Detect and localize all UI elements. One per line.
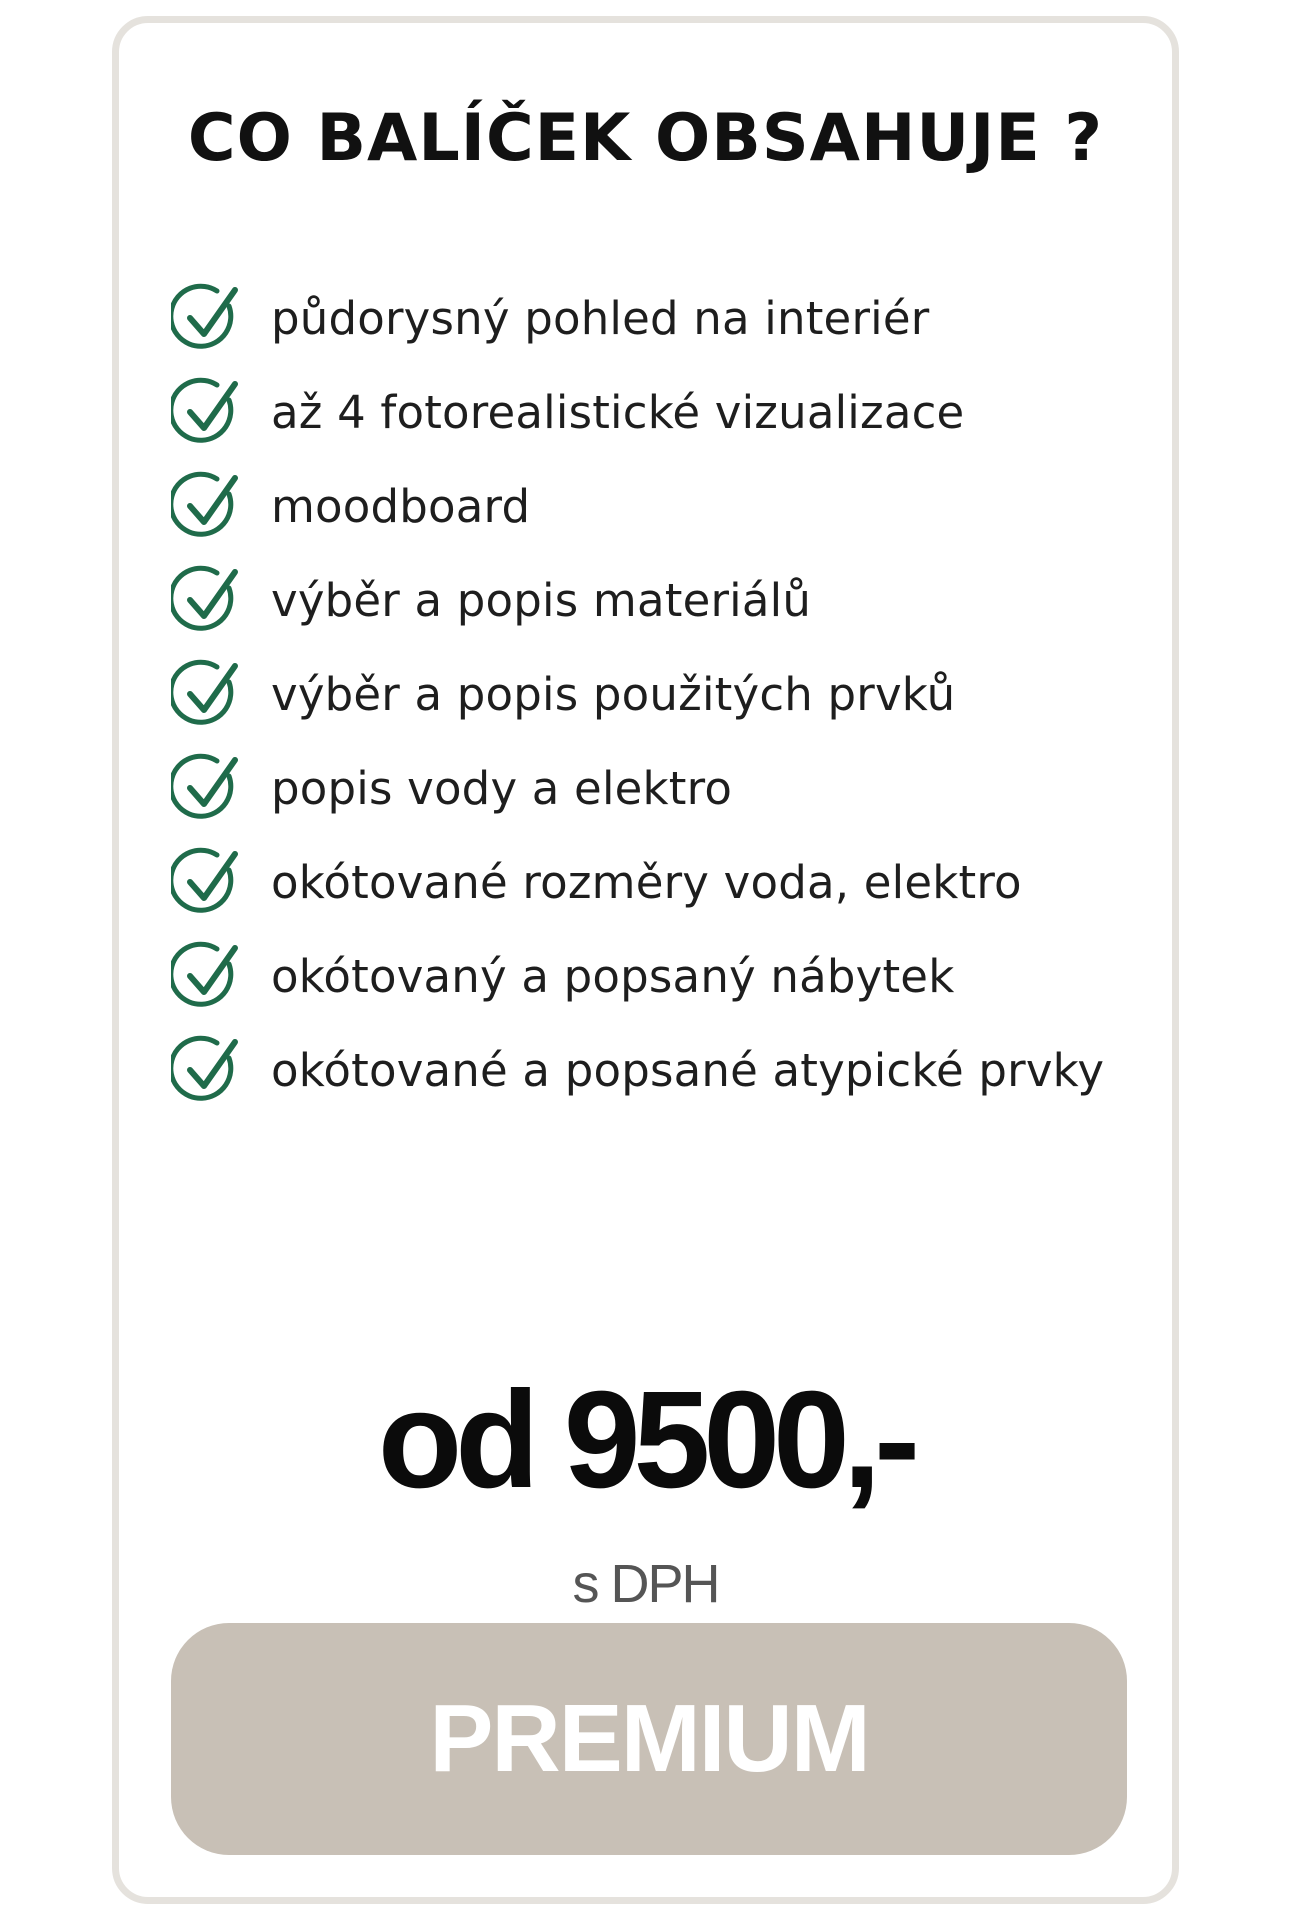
feature-label: okótované rozměry voda, elektro <box>271 855 1022 909</box>
feature-item <box>171 553 1104 647</box>
check-icon <box>171 376 243 448</box>
price: od 9500,- <box>377 1363 914 1517</box>
vat-note: s DPH <box>572 1554 719 1614</box>
feature-item <box>171 741 1104 835</box>
check-icon <box>171 658 243 730</box>
feature-item <box>171 647 1104 741</box>
check-icon <box>171 752 243 824</box>
feature-label: popis vody a elektro <box>271 761 733 815</box>
check-icon <box>171 1034 243 1106</box>
feature-label: půdorysný pohled na interiér <box>271 291 930 345</box>
feature-item <box>171 271 1104 365</box>
feature-label: výběr a popis použitých prvků <box>271 667 956 721</box>
feature-item <box>171 459 1104 553</box>
feature-item <box>171 835 1104 929</box>
feature-label: okótovaný a popsaný nábytek <box>271 949 955 1003</box>
pricing-card <box>112 16 1179 1904</box>
check-icon <box>171 282 243 354</box>
feature-item <box>171 365 1104 459</box>
feature-label: moodboard <box>271 479 531 533</box>
feature-label: až 4 fotorealistické vizualizace <box>271 385 965 439</box>
feature-item <box>171 1023 1104 1117</box>
check-icon <box>171 470 243 542</box>
check-icon <box>171 940 243 1012</box>
check-icon <box>171 846 243 918</box>
feature-label: okótované a popsané atypické prvky <box>271 1043 1105 1097</box>
feature-label: výběr a popis materiálů <box>271 573 812 627</box>
card-title: CO BALÍČEK OBSAHUJE ? <box>187 101 1104 176</box>
feature-item <box>171 929 1104 1023</box>
premium-button[interactable]: PREMIUM <box>171 1623 1127 1855</box>
feature-list <box>171 271 1104 1117</box>
check-icon <box>171 564 243 636</box>
